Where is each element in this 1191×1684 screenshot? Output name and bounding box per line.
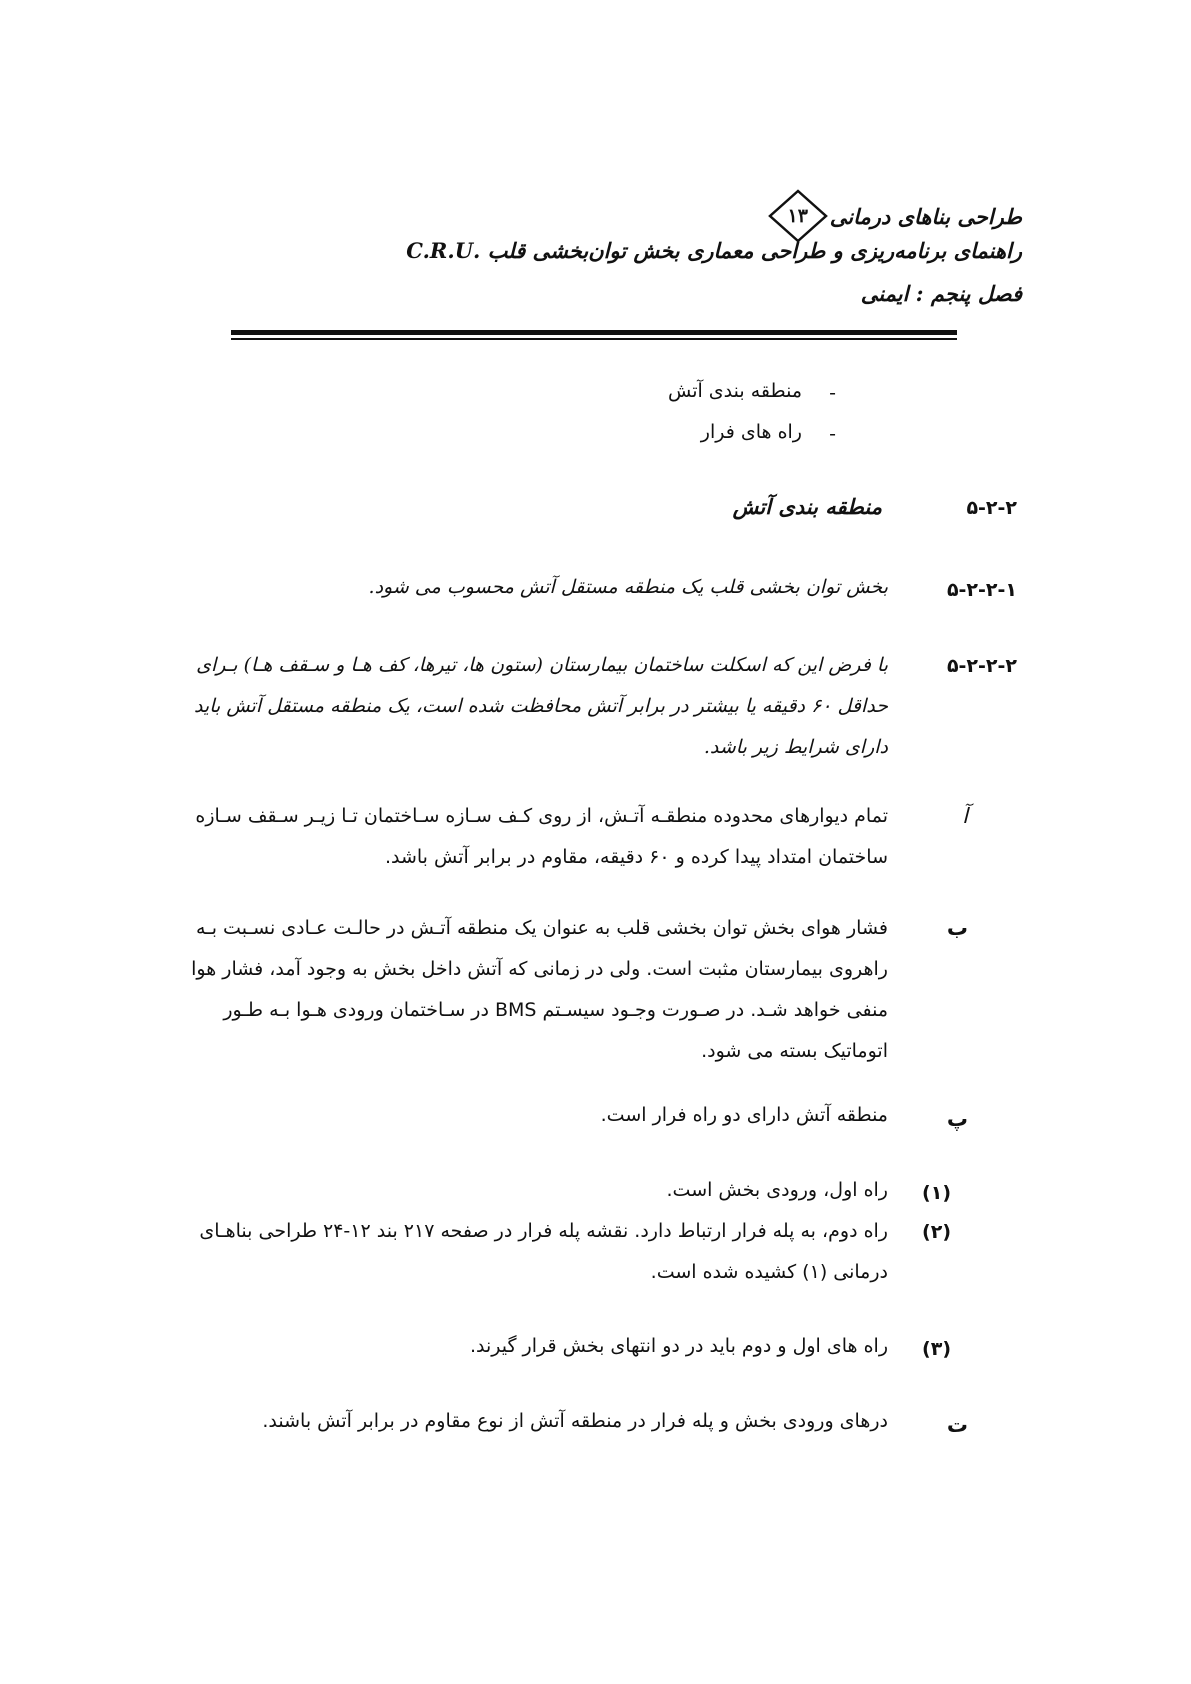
item-text <box>177 796 888 878</box>
header-guide-title: راهنمای برنامه‌ریزی و طراحی معماری بخش توان‌بخشی قلب .C.R.U <box>406 238 1022 263</box>
subitem-text: راه های اول و دوم باید در دو انتهای بخش قرار گیرند. <box>469 1335 888 1357</box>
subitem-text: راه اول، ورودی بخش است. <box>666 1179 888 1201</box>
item-letter: پ <box>946 1107 968 1131</box>
item-line: منفی خواهد شـد. در صـورت وجـود سیسـتم BMS در سـاختمان ورودی هـوا بـه طـور <box>223 999 888 1021</box>
book-title: طراحی بناهای درمانی <box>829 203 1022 229</box>
header-divider-thick <box>231 330 957 335</box>
item-line: تمام دیوارهای محدوده منطقـه آتـش، از روی کـف سـازه سـاختمان تـا زیـر سـقف سـازه <box>195 805 888 827</box>
header-divider-thin <box>231 338 957 340</box>
item-line: راهروی بیمارستان مثبت است. ولی در زمانی که آتش داخل بخش به وجود آمد، فشار هوا <box>191 958 888 980</box>
section-title: منطقه بندی آتش <box>732 494 882 519</box>
item-text: منطقه آتش دارای دو راه فرار است. <box>600 1104 888 1126</box>
bullet-dash: - <box>829 382 836 404</box>
clause-number: ۵-۲-۲-۱ <box>946 579 1017 601</box>
subitem-text <box>177 1211 888 1293</box>
subitem-line: درمانی (۱) کشیده شده است. <box>650 1261 888 1283</box>
clause-text <box>177 645 888 768</box>
item-letter: ت <box>946 1413 968 1437</box>
item-line: اتوماتیک بسته می شود. <box>701 1040 888 1062</box>
bullet-item: منطقه بندی آتش <box>667 380 802 402</box>
header-book-title <box>768 189 1022 243</box>
item-letter: آ <box>962 804 968 828</box>
item-text <box>177 908 888 1072</box>
clause-line: با فرض این که اسکلت ساختمان بیمارستان (ستون ها، تیرها، کف هـا و سـقف هـا) بـرای <box>196 654 888 676</box>
item-line: فشار هوای بخش توان بخشی قلب به عنوان یک منطقه آتـش در حالـت عـادی نسـبت بـه <box>195 917 888 939</box>
subitem-line: راه دوم، به پله فرار ارتباط دارد. نقشه پله فرار در صفحه ۲۱۷ بند ۱۲-۲۴ طراحی بناهـای <box>199 1220 888 1242</box>
clause-line: حداقل ۶۰ دقیقه یا بیشتر در برابر آتش محافظت شده است، یک منطقه مستقل آتش باید <box>193 695 888 717</box>
clause-text: بخش توان بخشی قلب یک منطقه مستقل آتش محسوب می شود. <box>368 576 888 598</box>
chapter-badge <box>768 189 828 243</box>
header-chapter-title: فصل پنجم : ایمنی <box>860 281 1022 306</box>
clause-line: دارای شرایط زیر باشد. <box>703 736 888 758</box>
section-number: ۵-۲-۲ <box>966 497 1017 519</box>
clause-number: ۵-۲-۲-۲ <box>946 655 1017 677</box>
subitem-number: (۱) <box>922 1182 951 1204</box>
badge-number: ۱۳ <box>787 205 808 227</box>
bullet-item: راه های فرار <box>700 421 802 443</box>
item-line: ساختمان امتداد پیدا کرده و ۶۰ دقیقه، مقاوم در برابر آتش باشد. <box>384 846 888 868</box>
item-text: درهای ورودی بخش و پله فرار در منطقه آتش از نوع مقاوم در برابر آتش باشند. <box>262 1410 888 1432</box>
subitem-number: (۲) <box>922 1221 951 1243</box>
bullet-dash: - <box>829 423 836 445</box>
subitem-number: (۳) <box>922 1338 951 1360</box>
item-letter: ب <box>946 916 968 940</box>
